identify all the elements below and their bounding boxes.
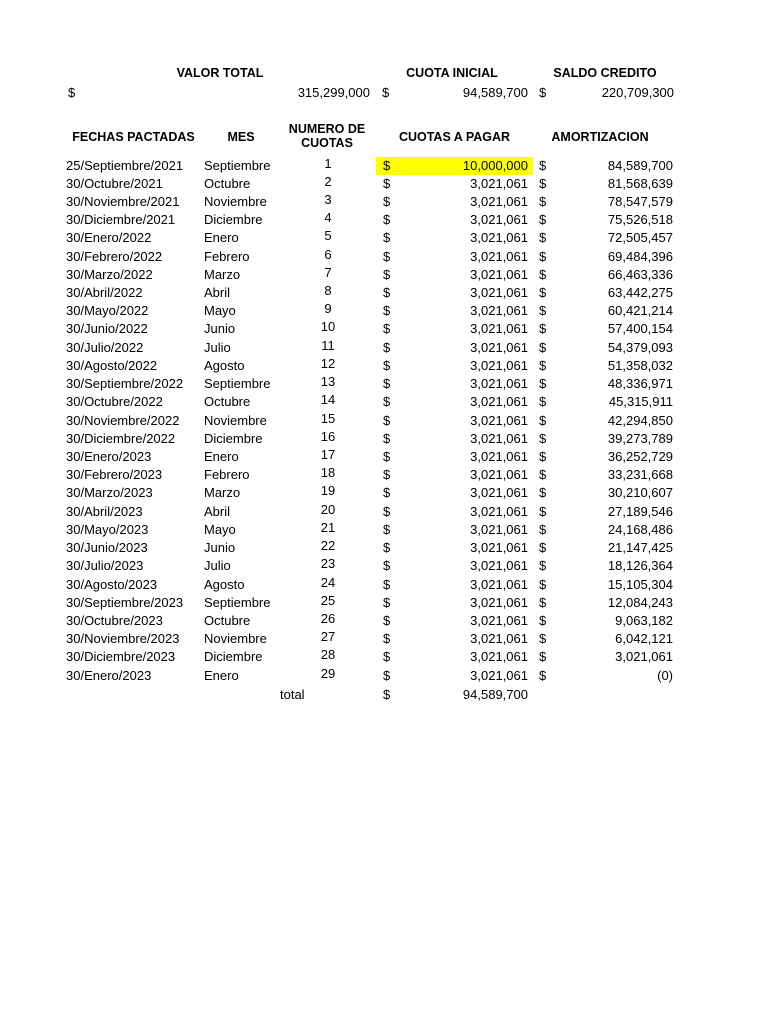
mes-cell: Diciembre (204, 430, 263, 446)
fecha-cell: 25/Septiembre/2021 (66, 157, 184, 173)
table-row (0, 375, 768, 393)
amortizacion-cell: 42,294,850 (607, 412, 673, 428)
amortizacion-header: AMORTIZACION (551, 130, 649, 144)
cuota-currency-cell: $ (383, 430, 391, 446)
total-value: 94,589,700 (462, 687, 528, 702)
fecha-cell: 30/Octubre/2021 (66, 175, 163, 191)
amortizacion-currency-cell: $ (539, 193, 547, 209)
amortizacion-cell: 48,336,971 (607, 376, 673, 392)
amortizacion-cell: 63,442,275 (607, 285, 673, 301)
fecha-cell: 30/Noviembre/2023 (66, 631, 180, 647)
numero-cuota-cell: 13 (320, 374, 336, 390)
numero-cuota-cell: 17 (320, 447, 336, 463)
mes-cell: Enero (204, 230, 239, 246)
amortizacion-cell: 30,210,607 (607, 485, 673, 501)
fecha-cell: 30/Mayo/2023 (66, 521, 149, 537)
amortizacion-currency-cell: $ (539, 175, 547, 191)
numero-cuota-cell: 29 (320, 665, 336, 681)
mes-cell: Junio (204, 321, 236, 337)
cuotas-a-pagar-header: CUOTAS A PAGAR (398, 130, 511, 144)
numero-cuota-cell: 4 (324, 210, 332, 226)
mes-cell: Noviembre (204, 631, 267, 647)
mes-cell: Junio (204, 540, 236, 556)
numero-cuota-cell: 26 (320, 611, 336, 626)
cuota-currency-cell: $ (383, 230, 391, 246)
numero-cuotas-header-line1: NUMERO DE (288, 122, 366, 136)
fecha-cell: 30/Septiembre/2022 (66, 376, 184, 392)
amortizacion-currency-cell: $ (539, 248, 547, 264)
amortizacion-currency-cell: $ (539, 467, 547, 483)
cuota-a-pagar-cell: 3,021,061 (470, 540, 528, 556)
numero-cuota-cell: 6 (324, 246, 332, 262)
table-row (0, 576, 768, 594)
numero-cuota-cell: 11 (321, 337, 335, 353)
amortizacion-currency-cell: $ (539, 613, 547, 628)
mes-cell: Septiembre (204, 376, 271, 392)
numero-cuota-cell: 14 (320, 392, 336, 408)
cuota-a-pagar-cell: 3,021,061 (470, 266, 528, 282)
cuota-currency-cell: $ (383, 303, 391, 319)
numero-cuota-cell: 15 (320, 410, 336, 426)
amortizacion-cell: 27,189,546 (607, 503, 673, 519)
mes-cell: Enero (204, 449, 239, 465)
table-row (0, 539, 768, 557)
mes-cell: Agosto (204, 576, 245, 592)
cuota-a-pagar-cell: 3,021,061 (470, 576, 528, 592)
cuota-currency-cell: $ (383, 266, 391, 282)
fecha-cell: 30/Abril/2023 (66, 503, 143, 519)
mes-cell: Diciembre (204, 649, 263, 665)
mes-cell: Mayo (204, 521, 236, 537)
fecha-cell: 30/Octubre/2022 (66, 394, 163, 410)
numero-cuota-cell: 12 (320, 355, 336, 371)
fecha-cell: 30/Diciembre/2022 (66, 430, 176, 446)
cuota-currency-cell: $ (383, 357, 391, 373)
cuota-currency-cell: $ (383, 467, 391, 483)
cuota-inicial-currency: $ (382, 85, 390, 100)
table-row (0, 430, 768, 448)
cuota-a-pagar-cell: 10,000,000 (462, 157, 528, 173)
table-row (0, 612, 768, 630)
mes-cell: Septiembre (204, 594, 271, 610)
cuota-inicial-header: CUOTA INICIAL (406, 66, 498, 80)
cuota-a-pagar-cell: 3,021,061 (470, 594, 528, 610)
amortizacion-cell: 72,505,457 (607, 230, 673, 246)
cuota-a-pagar-cell: 3,021,061 (470, 321, 528, 337)
amortizacion-currency-cell: $ (539, 266, 547, 282)
cuota-a-pagar-cell: 3,021,061 (470, 649, 528, 665)
amortizacion-currency-cell: $ (539, 357, 547, 373)
fecha-cell: 30/Marzo/2023 (66, 485, 153, 501)
fecha-cell: 30/Abril/2022 (66, 285, 143, 301)
table-row (0, 448, 768, 466)
cuota-currency-cell: $ (383, 503, 391, 519)
amortizacion-cell: 51,358,032 (607, 357, 673, 373)
fecha-cell: 30/Agosto/2022 (66, 357, 158, 373)
cuota-a-pagar-cell: 3,021,061 (470, 503, 528, 519)
mes-cell: Diciembre (204, 212, 263, 228)
table-row (0, 357, 768, 375)
cuota-a-pagar-cell: 3,021,061 (470, 376, 528, 392)
amortizacion-currency-cell: $ (539, 376, 547, 392)
numero-cuota-cell: 9 (324, 301, 332, 317)
amortizacion-cell: 9,063,182 (615, 613, 673, 628)
amortizacion-currency-cell: $ (539, 321, 547, 337)
numero-cuota-cell: 20 (320, 501, 336, 517)
amortizacion-currency-cell: $ (539, 412, 547, 428)
cuota-a-pagar-cell: 3,021,061 (470, 485, 528, 501)
fecha-cell: 30/Febrero/2023 (66, 467, 163, 483)
valor-total-value: 315,299,000 (297, 85, 370, 100)
table-row (0, 630, 768, 648)
mes-cell: Enero (204, 667, 239, 683)
amortizacion-currency-cell: $ (539, 430, 547, 446)
cuota-currency-cell: $ (383, 576, 391, 592)
mes-cell: Julio (204, 558, 231, 574)
mes-cell: Octubre (204, 613, 251, 628)
fecha-cell: 30/Junio/2022 (66, 321, 148, 337)
amortizacion-currency-cell: $ (539, 649, 547, 665)
numero-cuotas-header-line2: CUOTAS (301, 136, 353, 150)
table-row (0, 412, 768, 430)
cuota-currency-cell: $ (383, 376, 391, 392)
cuota-a-pagar-cell: 3,021,061 (470, 193, 528, 209)
table-row (0, 521, 768, 539)
cuota-a-pagar-cell: 3,021,061 (470, 558, 528, 574)
mes-cell: Noviembre (204, 412, 267, 428)
table-row (0, 557, 768, 575)
mes-header: MES (227, 130, 255, 144)
numero-cuota-cell: 27 (320, 629, 336, 645)
amortizacion-cell: 12,084,243 (607, 594, 673, 610)
numero-cuota-cell: 18 (320, 465, 336, 481)
table-row (0, 484, 768, 502)
table-row (0, 175, 768, 193)
cuota-currency-cell: $ (383, 449, 391, 465)
cuota-currency-cell: $ (383, 157, 391, 173)
table-row (0, 393, 768, 411)
amortizacion-cell: 39,273,789 (607, 430, 673, 446)
amortizacion-cell: 57,400,154 (607, 321, 673, 337)
amortizacion-cell: 6,042,121 (615, 631, 673, 647)
table-row (0, 157, 768, 175)
numero-cuota-cell: 23 (320, 556, 336, 572)
mes-cell: Octubre (204, 394, 251, 410)
cuota-currency-cell: $ (383, 193, 391, 209)
mes-cell: Marzo (204, 266, 241, 282)
cuota-currency-cell: $ (383, 649, 391, 665)
total-label: total (280, 687, 305, 702)
fecha-cell: 30/Noviembre/2022 (66, 412, 180, 428)
table-row (0, 302, 768, 320)
fecha-cell: 30/Octubre/2023 (66, 613, 163, 628)
table-row (0, 229, 768, 247)
amortizacion-cell: 78,547,579 (607, 193, 673, 209)
mes-cell: Abril (204, 285, 231, 301)
cuota-currency-cell: $ (383, 613, 391, 628)
amortizacion-cell: 18,126,364 (607, 558, 673, 574)
table-row (0, 648, 768, 666)
amortizacion-cell: 45,315,911 (608, 394, 673, 410)
mes-cell: Marzo (204, 485, 241, 501)
numero-cuota-cell: 7 (324, 264, 332, 280)
numero-cuota-cell: 1 (324, 155, 332, 171)
table-row (0, 211, 768, 229)
table-row (0, 266, 768, 284)
amortizacion-currency-cell: $ (539, 503, 547, 519)
table-row (0, 284, 768, 302)
fecha-cell: 30/Enero/2022 (66, 230, 152, 246)
cuota-currency-cell: $ (383, 485, 391, 501)
amortizacion-cell: 66,463,336 (607, 266, 673, 282)
cuota-a-pagar-cell: 3,021,061 (470, 339, 528, 355)
mes-cell: Abril (204, 503, 231, 519)
amortizacion-cell: (0) (657, 667, 673, 683)
amortizacion-currency-cell: $ (539, 667, 547, 683)
table-row (0, 503, 768, 521)
mes-cell: Febrero (204, 248, 250, 264)
cuota-currency-cell: $ (383, 175, 391, 191)
numero-cuota-cell: 25 (320, 592, 336, 608)
amortizacion-cell: 33,231,668 (607, 467, 673, 483)
fecha-cell: 30/Diciembre/2023 (66, 649, 176, 665)
cuota-a-pagar-cell: 3,021,061 (470, 230, 528, 246)
cuota-currency-cell: $ (383, 594, 391, 610)
table-row (0, 466, 768, 484)
amortizacion-cell: 75,526,518 (607, 212, 673, 228)
amortizacion-cell: 69,484,396 (607, 248, 673, 264)
mes-cell: Febrero (204, 467, 250, 483)
amortizacion-cell: 36,252,729 (607, 449, 673, 465)
saldo-credito-value: 220,709,300 (601, 85, 674, 100)
fecha-cell: 30/Julio/2023 (66, 558, 144, 574)
amortizacion-currency-cell: $ (539, 449, 547, 465)
numero-cuota-cell: 19 (320, 483, 336, 499)
cuota-currency-cell: $ (383, 558, 391, 574)
numero-cuota-cell: 21 (320, 519, 336, 535)
valor-total-currency: $ (68, 85, 76, 100)
cuota-a-pagar-cell: 3,021,061 (470, 430, 528, 446)
cuota-currency-cell: $ (383, 540, 391, 556)
fecha-cell: 30/Noviembre/2021 (66, 193, 180, 209)
cuota-a-pagar-cell: 3,021,061 (470, 248, 528, 264)
fecha-cell: 30/Agosto/2023 (66, 576, 158, 592)
amortizacion-currency-cell: $ (539, 303, 547, 319)
amortizacion-cell: 60,421,214 (607, 303, 673, 319)
amortizacion-currency-cell: $ (539, 230, 547, 246)
cuota-a-pagar-cell: 3,021,061 (470, 467, 528, 483)
saldo-credito-currency: $ (539, 85, 547, 100)
numero-cuota-cell: 16 (320, 428, 336, 444)
mes-cell: Septiembre (204, 157, 271, 173)
amortizacion-currency-cell: $ (539, 394, 547, 410)
table-row (0, 193, 768, 211)
table-row (0, 594, 768, 612)
amortizacion-currency-cell: $ (539, 540, 547, 556)
fecha-cell: 30/Mayo/2022 (66, 303, 149, 319)
fecha-cell: 30/Enero/2023 (66, 449, 152, 465)
fecha-cell: 30/Julio/2022 (66, 339, 144, 355)
cuota-a-pagar-cell: 3,021,061 (470, 449, 528, 465)
fecha-cell: 30/Septiembre/2023 (66, 594, 184, 610)
cuota-currency-cell: $ (383, 631, 391, 647)
numero-cuota-cell: 3 (324, 191, 332, 207)
amortizacion-currency-cell: $ (539, 285, 547, 301)
amortizacion-currency-cell: $ (539, 631, 547, 647)
amortizacion-currency-cell: $ (539, 485, 547, 501)
cuota-inicial-value: 94,589,700 (462, 85, 528, 100)
cuota-currency-cell: $ (383, 321, 391, 337)
cuota-currency-cell: $ (383, 394, 391, 410)
numero-cuota-cell: 24 (320, 574, 336, 590)
cuota-a-pagar-cell: 3,021,061 (470, 357, 528, 373)
mes-cell: Julio (204, 339, 231, 355)
numero-cuota-cell: 2 (324, 173, 332, 189)
amortizacion-cell: 3,021,061 (615, 649, 673, 665)
mes-cell: Octubre (204, 175, 251, 191)
numero-cuota-cell: 28 (320, 647, 336, 663)
cuota-currency-cell: $ (383, 412, 391, 428)
cuota-a-pagar-cell: 3,021,061 (470, 212, 528, 228)
mes-cell: Mayo (204, 303, 236, 319)
amortizacion-cell: 15,105,304 (607, 576, 673, 592)
cuota-currency-cell: $ (383, 667, 391, 683)
amortizacion-currency-cell: $ (539, 212, 547, 228)
fecha-cell: 30/Enero/2023 (66, 667, 152, 683)
cuota-a-pagar-cell: 3,021,061 (470, 285, 528, 301)
mes-cell: Agosto (204, 357, 245, 373)
cuota-a-pagar-cell: 3,021,061 (470, 175, 528, 191)
amortizacion-cell: 24,168,486 (607, 521, 673, 537)
fechas-pactadas-header: FECHAS PACTADAS (72, 130, 195, 144)
amortizacion-cell: 21,147,425 (607, 540, 673, 556)
table-row (0, 339, 768, 357)
numero-cuota-cell: 8 (324, 283, 332, 299)
fecha-cell: 30/Febrero/2022 (66, 248, 163, 264)
table-row (0, 248, 768, 266)
amortizacion-currency-cell: $ (539, 558, 547, 574)
fecha-cell: 30/Junio/2023 (66, 540, 148, 556)
amortizacion-cell: 54,379,093 (607, 339, 673, 355)
cuota-currency-cell: $ (383, 285, 391, 301)
amortizacion-currency-cell: $ (539, 594, 547, 610)
numero-cuota-cell: 5 (324, 228, 332, 244)
cuota-a-pagar-cell: 3,021,061 (470, 521, 528, 537)
numero-cuota-cell: 22 (320, 538, 336, 554)
numero-cuotas-header (282, 122, 372, 150)
total-currency: $ (383, 687, 391, 702)
mes-cell: Noviembre (204, 193, 267, 209)
amortizacion-currency-cell: $ (539, 339, 547, 355)
amortizacion-currency-cell: $ (539, 576, 547, 592)
fecha-cell: 30/Marzo/2022 (66, 266, 153, 282)
amortizacion-cell: 81,568,639 (607, 175, 673, 191)
amortizacion-cell: 84,589,700 (607, 157, 673, 173)
valor-total-header: VALOR TOTAL (176, 66, 264, 80)
fecha-cell: 30/Diciembre/2021 (66, 212, 176, 228)
amortizacion-currency-cell: $ (539, 157, 547, 173)
cuota-currency-cell: $ (383, 212, 391, 228)
saldo-credito-header: SALDO CREDITO (553, 66, 657, 80)
cuota-a-pagar-cell: 3,021,061 (470, 667, 528, 683)
cuota-a-pagar-cell: 3,021,061 (470, 613, 528, 628)
cuota-a-pagar-cell: 3,021,061 (470, 412, 528, 428)
cuota-currency-cell: $ (383, 248, 391, 264)
cuota-a-pagar-cell: 3,021,061 (470, 394, 528, 410)
numero-cuota-cell: 10 (320, 319, 336, 335)
table-row (0, 667, 768, 685)
cuota-a-pagar-cell: 3,021,061 (470, 303, 528, 319)
table-row (0, 320, 768, 338)
cuota-currency-cell: $ (383, 521, 391, 537)
amortizacion-currency-cell: $ (539, 521, 547, 537)
cuota-currency-cell: $ (383, 339, 391, 355)
cuota-a-pagar-cell: 3,021,061 (470, 631, 528, 647)
